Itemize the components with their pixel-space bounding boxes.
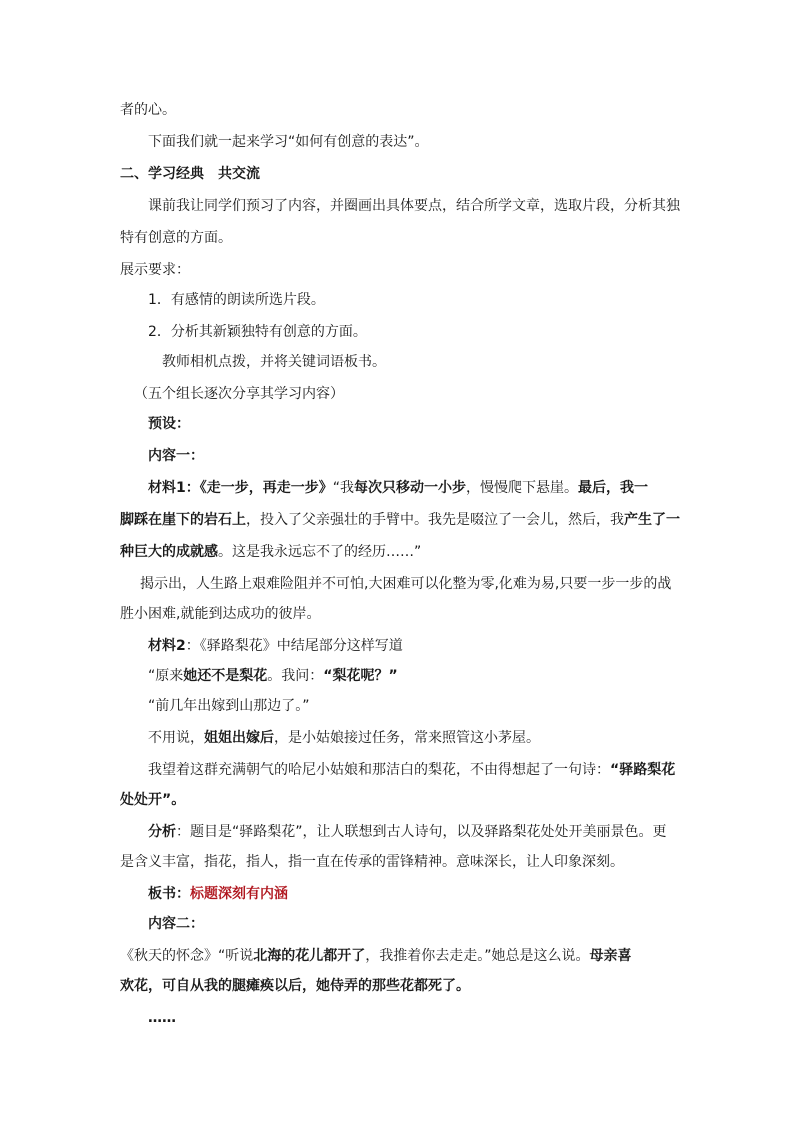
ellipsis: …… [148,1010,176,1026]
text-line: 课前我让同学们预习了内容，并圈画出具体要点，结合所学文章，选取片段，分析其独 [148,198,680,214]
emphasis-span: 母亲喜 [589,948,632,964]
quote-line: “前几年出嫁到山那边了。” [148,698,310,714]
text-span: 。我问： [267,668,324,684]
list-item: 2．分析其新颖独特有创意的方面。 [148,324,367,340]
text-line [120,542,421,562]
emphasis-span: 每次只移动一小步 [354,480,467,496]
text-span: ，投入了父亲强壮的手臂中。我先是啜泣了一会儿，然后，我 [246,512,624,528]
text-line: 是含义丰富，指花，指人，指一直在传承的雷锋精神。意味深长，让人印象深刻。 [120,854,624,870]
text-line [148,760,675,780]
text-span: ：《驿路梨花》中结尾部分这样写道 [185,638,403,654]
text-line: 教师相机点拨，并将关键词语板书。 [162,354,386,370]
material-label: 材料2 [148,638,186,654]
list-item: 1．有感情的朗读所选片段。 [148,292,325,308]
text-line: 特有创意的方面。 [120,230,232,246]
emphasis-span: 姐姐出嫁后 [204,730,274,746]
text-line: 处处开”。 [120,792,186,808]
text-line [120,946,632,966]
subheading: 内容二： [148,916,204,932]
emphasis-span: 北海的花儿都开了 [253,948,366,964]
text-span: “我 [332,480,355,496]
board-keyword: 标题深刻有内涵 [190,886,288,902]
analysis-line [148,822,667,842]
text-span: 《秋天的怀念》“听说 [120,948,254,964]
text-line: 者的心。 [120,102,176,118]
text-line: 展示要求： [120,262,190,278]
text-span: ：题目是“驿路梨花”，让人联想到古人诗句，以及驿路梨花处处开美丽景色。更 [176,824,667,840]
board-note [148,884,288,904]
text-line: 揭示出，人生路上艰难险阻并不可怕,大困难可以化整为零,化难为易,只要一步一步的战 [140,576,672,592]
emphasis-span: 产生了一 [624,512,680,528]
emphasis-span: 最后，我一 [578,480,649,496]
emphasis-span: 种巨大的成就感 [120,544,218,560]
material-label: 材料1：《走一步，再走一步》 [148,480,333,496]
material-2-line [148,636,403,656]
board-label: 板书： [148,886,190,902]
text-line: （五个组长逐次分享其学习内容） [134,386,344,402]
emphasis-span: 她还不是梨花 [183,668,268,684]
material-1-line [148,478,648,498]
subheading: 内容一： [148,448,204,464]
section-heading: 二、学习经典 共交流 [120,166,260,182]
text-line [120,510,680,530]
analysis-label: 分析 [148,824,176,840]
emphasis-span: “梨花呢？” [323,668,398,684]
quote-line [148,666,398,686]
emphasis-span: “驿路梨花 [610,762,676,778]
subheading: 预设： [148,416,190,432]
text-span: 我望着这群充满朝气的哈尼小姑娘和那洁白的梨花，不由得想起了一句诗： [148,762,610,778]
text-line: 胜小困难,就能到达成功的彼岸。 [120,606,321,622]
text-span: 。这是我永远忘不了的经历……” [218,544,422,560]
text-line: 下面我们就一起来学习“如何有创意的表达”。 [148,134,429,150]
emphasis-span: 脚踩在崖下的岩石上 [120,512,246,528]
text-line: 欢花，可自从我的腿瘫痪以后，她侍弄的那些花都死了。 [120,978,470,994]
text-span: ，是小姑娘接过任务，常来照管这小茅屋。 [274,730,540,746]
text-span: ，我推着你去走走。”她总是这么说。 [365,948,590,964]
text-line [148,728,540,748]
text-span: ，慢慢爬下悬崖。 [466,480,579,496]
text-span: 不用说， [148,730,204,746]
text-span: “原来 [148,668,184,684]
